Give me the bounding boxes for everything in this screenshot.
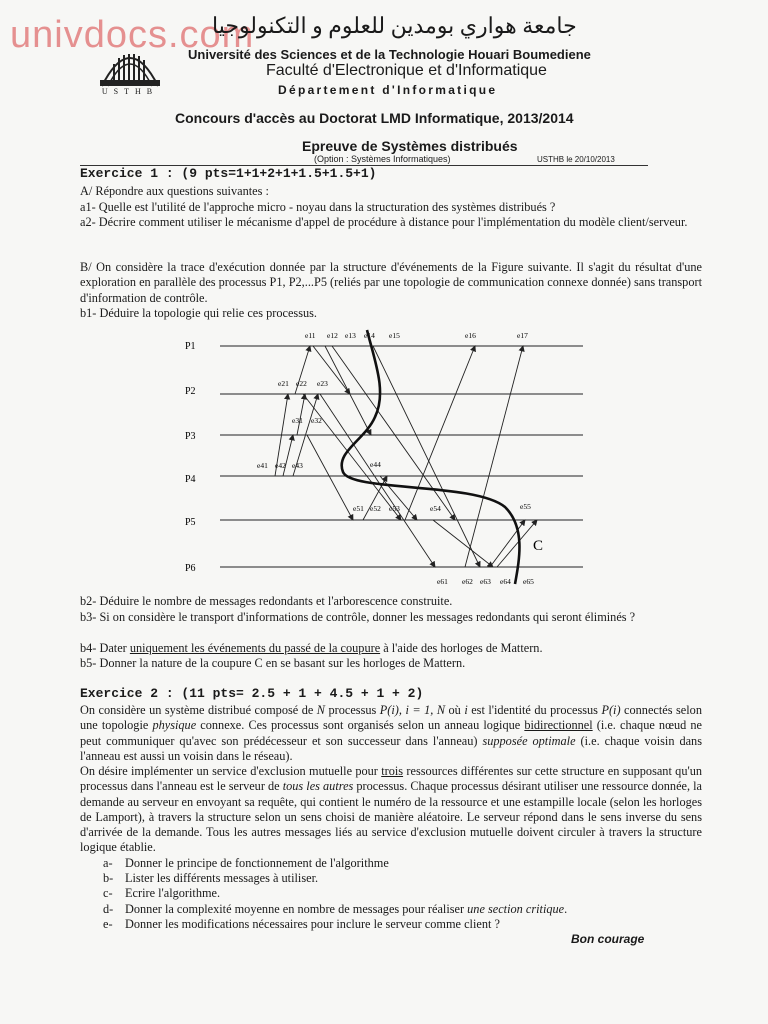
- cut-label: C: [533, 538, 544, 554]
- ex2-item-b: b- Lister les différents messages à utiliser.: [103, 871, 319, 885]
- university-name-arabic: جامعة هواري بومدين للعلوم و التكنولوجيا: [212, 13, 577, 38]
- university-name: Université des Sciences et de la Technologie Houari Boumediene: [188, 47, 591, 62]
- event-label: e64: [500, 577, 511, 586]
- event-label: e15: [389, 331, 400, 340]
- event-label: e11: [305, 331, 316, 340]
- space-time-diagram: [175, 322, 600, 590]
- faculty-name: Faculté d'Electronique et d'Informatique: [266, 62, 547, 79]
- event-label: e53: [389, 504, 400, 513]
- ex1-b4: b4- Dater uniquement les événements du passé de la coupure à l'aide des horloges de Mattern.: [80, 641, 543, 655]
- event-label: e41: [257, 461, 268, 470]
- process-label-p6: P6: [185, 563, 196, 574]
- ex2-item-a: a- Donner le principe de fonctionnement de l'algorithme: [103, 856, 389, 870]
- event-label: e61: [437, 577, 448, 586]
- event-label: e62: [462, 577, 473, 586]
- message-arrow: [297, 394, 305, 435]
- event-label: e51: [353, 504, 364, 513]
- event-label: e42: [275, 461, 286, 470]
- watermark: univdocs.com: [10, 14, 255, 56]
- message-arrow: [332, 346, 455, 520]
- event-label: e16: [465, 331, 476, 340]
- exam-option: (Option : Systèmes Informatiques): [314, 154, 451, 164]
- event-label: e21: [278, 379, 289, 388]
- process-label-p3: P3: [185, 431, 196, 442]
- message-arrow: [380, 476, 417, 520]
- event-label: e44: [370, 460, 381, 469]
- ex1-a-intro: A/ Répondre aux questions suivantes :: [80, 184, 269, 198]
- message-arrow: [325, 346, 371, 435]
- message-arrow: [307, 435, 353, 520]
- ex2-paragraph-2: On désire implémenter un service d'exclusion mutuelle pour trois ressources différentes sur cette structure en supposant qu'un processus dans l'anneau est le serveur de tous les autres processus. Chaque processus désirant utiliser une ressource donnée, la demande au serveur en envoyant sa requête, qui contient le numéro de la ressource et une estampille locale (selon les horloges de Lamport), à travers la structure selon un sens choisi de manière aléatoire. Le serveur répond dans le sens inverse du sens d'arrivée de la demande. Tous les autres messages liés au service d'exclusion mutuelle doivent circuler à travers la structure logique établie.: [80, 764, 703, 855]
- event-label: e52: [370, 504, 381, 513]
- logo-label: USTHB: [101, 87, 159, 96]
- ex1-a2: a2- Décrire comment utiliser le mécanisme d'appel de procédure à distance pour l'implémentation du modèle client/serveur.: [80, 215, 688, 229]
- message-arrow: [433, 520, 493, 567]
- process-label-p2: P2: [185, 386, 196, 397]
- event-label: e65: [523, 577, 534, 586]
- closing-text: Bon courage: [571, 932, 645, 946]
- event-label: e55: [520, 502, 531, 511]
- event-label: e17: [517, 331, 528, 340]
- ex1-b-intro: B/ On considère la trace d'exécution donnée par la structure d'événements de la Figure suivante. Il s'agit du résultat d'une exploration en parallèle des processus P1, P2,...P5 (reliés par une topologie de communication connexe donnée) sans transport d'information de contrôle.: [80, 260, 702, 305]
- process-label-p4: P4: [185, 474, 196, 485]
- message-arrow: [373, 346, 480, 567]
- event-label: e12: [327, 331, 338, 340]
- department-name: Département d'Informatique: [278, 83, 498, 97]
- ex2-paragraph-1: On considère un système distribué composé de N processus P(i), i = 1, N où i est l'identité du processus P(i) connectés selon une topologie physique connexe. Ces processus sont organisés selon un anneau logique bidirectionnel (i.e. chaque nœud ne peut communiquer qu'avec son prédécesseur et son successeur dans l'anneau) supposée optimale (i.e. chaque voisin dans l'anneau est aussi un voisin dans le réseau).: [80, 703, 702, 763]
- exam-date: USTHB le 20/10/2013: [537, 155, 615, 164]
- event-label: e32: [311, 416, 322, 425]
- ex1-b3: b3- Si on considère le transport d'informations de contrôle, donner les messages redondants qui seront éliminés ?: [80, 610, 636, 624]
- event-label: e63: [480, 577, 491, 586]
- process-label-p5: P5: [185, 517, 196, 528]
- ex2-item-e: e- Donner les modifications nécessaires pour inclure le serveur comme client ?: [103, 917, 500, 931]
- process-label-p1: P1: [185, 341, 196, 352]
- ex1-a1: a1- Quelle est l'utilité de l'approche micro - noyau dans la structuration des systèmes distribués ?: [80, 200, 556, 214]
- event-label: e54: [430, 504, 441, 513]
- exam-subject: Epreuve de Systèmes distribués: [302, 138, 518, 154]
- ex2-item-d: d- Donner la complexité moyenne en nombre de messages pour réaliser une section critique.: [103, 902, 568, 916]
- ex2-item-c: c- Ecrire l'algorithme.: [103, 886, 221, 900]
- event-label: e13: [345, 331, 356, 340]
- ex1-b5: b5- Donner la nature de la coupure C en se basant sur les horloges de Mattern.: [80, 656, 466, 670]
- message-arrow: [320, 394, 435, 567]
- event-label: e23: [317, 379, 328, 388]
- exercise-1-title: Exercice 1 : (9 pts=1+1+2+1+1.5+1.5+1): [80, 166, 377, 181]
- event-label: e31: [292, 416, 303, 425]
- message-arrow: [303, 394, 401, 520]
- exam-title: Concours d'accès au Doctorat LMD Informatique, 2013/2014: [175, 110, 574, 126]
- ex1-b1: b1- Déduire la topologie qui relie ces processus.: [80, 306, 317, 320]
- event-label: e14: [364, 331, 375, 340]
- event-label: e43: [292, 461, 303, 470]
- ex1-b2: b2- Déduire le nombre de messages redondants et l'arborescence construite.: [80, 594, 453, 608]
- event-label: e22: [296, 379, 307, 388]
- exercise-2-title: Exercice 2 : (11 pts= 2.5 + 1 + 4.5 + 1 + 2): [80, 686, 424, 701]
